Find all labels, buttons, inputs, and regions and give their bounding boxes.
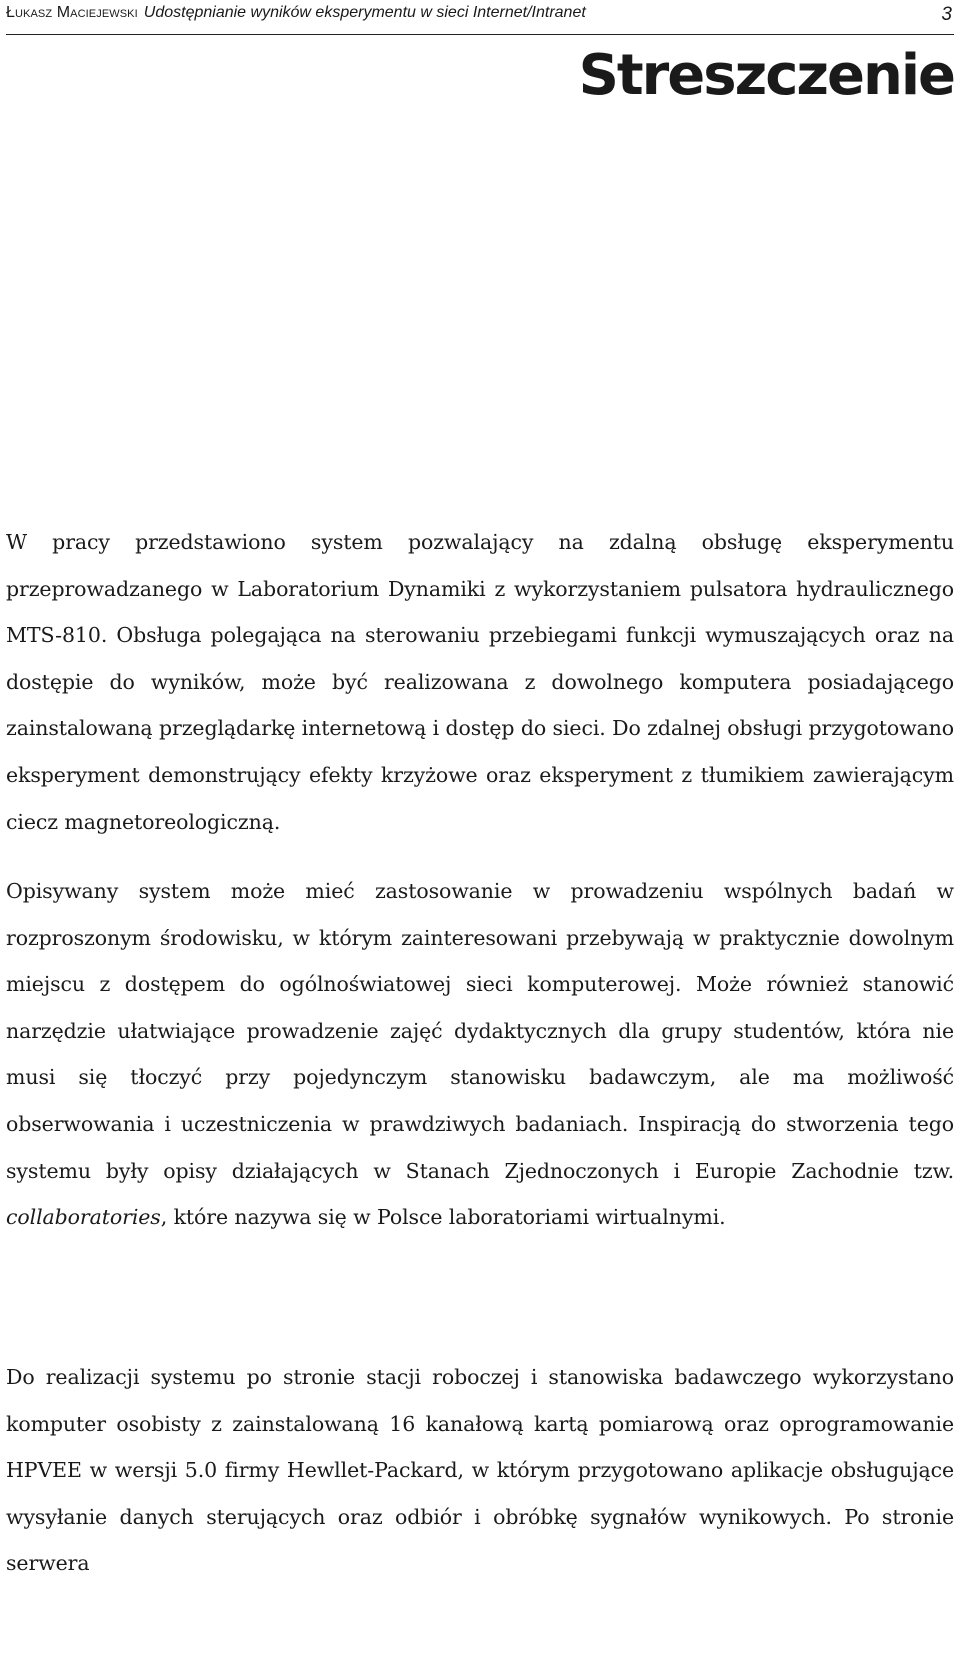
abstract-paragraph-2: [6, 868, 954, 1241]
paragraph-2-text-before: Opisywany system może mieć zastosowanie w prowadzeniu wspólnych badań w rozproszonym środowisku, w którym zainteresowani przebywają w praktycznie dowolnym miejscu z dostępem do ogólnoświatowej sieci komputerowej. Może również stanowić narzędzie ułatwiające prowadzenie zajęć dydaktycznych dla grupy studentów, która nie musi się tłoczyć przy pojedynczym stanowisku badawczym, ale ma możliwość obserwowania i uczestniczenia w prawdziwych badaniach. Inspiracją do stworzenia tego systemu były opisy działających w Stanach Zjednoczonych i Europie Zachodnie tzw.: [6, 879, 954, 1183]
latin-term: collaboratories: [6, 1205, 161, 1230]
header-author: Łukasz Maciejewski: [6, 4, 138, 21]
header-title: Udostępnianie wyników eksperymentu w sieci Internet/Intranet: [143, 4, 586, 21]
abstract-paragraph-3: Do realizacji systemu po stronie stacji roboczej i stanowiska badawczego wykorzystano komputer osobisty z zainstalowaną 16 kanałową kartą pomiarową oraz oprogramowanie HPVEE w wersji 5.0 firmy Hewllet-Packard, w którym przygotowano aplikacje obsługujące wysyłanie danych sterujących oraz odbiór i obróbkę sygnałów wynikowych. Po stronie serwera: [6, 1365, 954, 1576]
running-header: [6, 0, 954, 35]
chapter-title: Streszczenie: [578, 43, 954, 108]
abstract-paragraph-1: W pracy przedstawiono system pozwalający na zdalną obsługę eksperymentu przeprowadzanego w Laboratorium Dynamiki z wykorzystaniem pulsatora hydraulicznego MTS-810. Obsługa polegająca na sterowaniu przebiegami funkcji wymuszających oraz na dostępie do wyników, może być realizowana z dowolnego komputera posiadającego zainstalowaną przeglądarkę internetową i dostęp do sieci. Do zdalnej obsługi przygotowano eksperyment demonstrujący efekty krzyżowe oraz eksperyment z tłumikiem zawierającym ciecz magnetoreologiczną.: [6, 530, 954, 834]
header-left: [6, 4, 586, 21]
paragraph-2-text-after: , które nazywa się w Polsce laboratoriami wirtualnymi.: [160, 1205, 726, 1230]
page-number: 3: [941, 4, 952, 25]
